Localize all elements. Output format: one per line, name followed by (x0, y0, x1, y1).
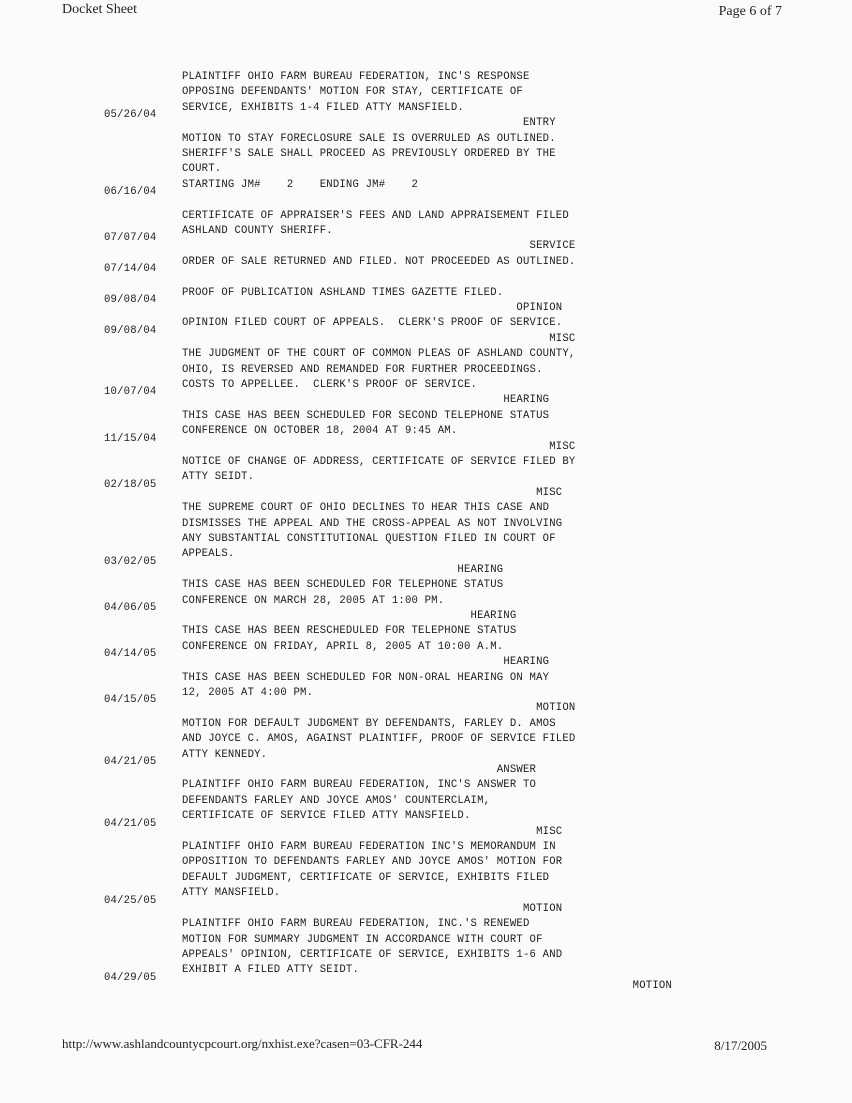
docket-text-line: PLAINTIFF OHIO FARM BUREAU FEDERATION, INC'S RESPONSE (182, 71, 530, 83)
docket-text-line: AND JOYCE C. AMOS, AGAINST PLAINTIFF, PROOF OF SERVICE FILED (182, 733, 576, 746)
docket-entry (100, 232, 700, 270)
docket-entry (100, 555, 700, 609)
docket-text-line: EXHIBIT A FILED ATTY SEIDT. (182, 964, 360, 977)
docket-text-line: SERVICE, EXHIBITS 1-4 FILED ATTY MANSFIELD. (182, 101, 464, 114)
docket-entry (100, 817, 700, 902)
entry-date: 09/08/04 (104, 324, 157, 337)
entry-type: MISC (549, 440, 576, 453)
entry-description (100, 717, 700, 763)
entry-description (100, 255, 700, 270)
entry-date: 03/02/05 (104, 555, 157, 568)
docket-entry-header (100, 432, 700, 455)
entry-date: 04/25/05 (104, 894, 157, 907)
entry-type: MOTION (632, 979, 672, 992)
entry-date: 04/21/05 (104, 756, 157, 769)
docket-text-line: COSTS TO APPELLEE. CLERK'S PROOF OF SERVICE. (182, 379, 478, 392)
docket-entry-header (100, 894, 700, 917)
docket-text-line: MOTION TO STAY FORECLOSURE SALE IS OVERRULED AS OUTLINED. (182, 132, 556, 145)
entry-type: ENTRY (522, 117, 556, 130)
docket-text-line: CONFERENCE ON OCTOBER 18, 2004 AT 9:45 AM. (182, 425, 458, 438)
entry-date: 09/08/04 (104, 294, 157, 307)
docket-text-line: ASHLAND COUNTY SHERIFF. (182, 225, 333, 238)
entry-date: 05/26/04 (104, 109, 157, 122)
entry-description (100, 347, 700, 393)
docket-entry-header (100, 694, 700, 716)
docket-entry-header (100, 555, 700, 578)
docket-entry (100, 694, 700, 763)
docket-entry-header (100, 109, 700, 131)
docket-entry-header (100, 478, 700, 501)
docket-text-line: APPEALS' OPINION, CERTIFICATE OF SERVICE, EXHIBITS 1-6 AND (182, 948, 563, 961)
docket-intro-text (100, 70, 700, 116)
entry-date: 04/15/05 (104, 694, 157, 707)
docket-text-line: 12, 2005 AT 4:00 PM. (182, 687, 314, 700)
entry-date: 06/16/04 (104, 186, 157, 199)
entry-date: 04/14/05 (104, 648, 157, 661)
docket-entry (100, 894, 700, 979)
entry-date: 10/07/04 (104, 386, 157, 399)
docket-entry (100, 294, 700, 332)
entry-description (100, 409, 700, 440)
docket-text-line: DEFAULT JUDGMENT, CERTIFICATE OF SERVICE, EXHIBITS FILED (182, 871, 550, 884)
page-header-title: Docket Sheet (62, 2, 138, 17)
docket-entry-header (100, 294, 700, 316)
docket-text-line: CONFERENCE ON MARCH 28, 2005 AT 1:00 PM. (182, 594, 445, 607)
docket-entries (100, 70, 700, 994)
docket-text-line: OHIO, IS REVERSED AND REMANDED FOR FURTHER PROCEEDINGS. (182, 363, 543, 376)
docket-text-line: CERTIFICATE OF APPRAISER'S FEES AND LAND APPRAISEMENT FILED (182, 209, 569, 222)
entry-type: OPINION (516, 302, 563, 315)
docket-entry (100, 263, 700, 301)
docket-text-line: THE JUDGMENT OF THE COURT OF COMMON PLEAS OF ASHLAND COUNTY, (182, 348, 576, 361)
entry-date: 07/07/04 (104, 232, 157, 245)
docket-text-line: CONFERENCE ON FRIDAY, APRIL 8, 2005 AT 10:00 A.M. (182, 640, 504, 653)
docket-entry-header (100, 756, 700, 778)
entry-description (100, 209, 700, 240)
footer-url: http://www.ashlandcountycpcourt.org/nxhist.exe?casen=03-CFR-244 (62, 1036, 423, 1051)
docket-text-line: PLAINTIFF OHIO FARM BUREAU FEDERATION, INC.'S RENEWED (182, 918, 530, 931)
docket-entry (100, 109, 700, 193)
docket-entry (100, 971, 700, 994)
docket-entry (100, 478, 700, 563)
entry-description (100, 778, 700, 824)
entry-description (100, 578, 700, 609)
docket-entry-header (100, 324, 700, 347)
entry-description (100, 316, 700, 331)
docket-entry (100, 186, 700, 239)
docket-entry-header (100, 263, 700, 285)
entry-type: HEARING (457, 563, 504, 576)
docket-entry-header (100, 602, 700, 624)
entry-type: MOTION (522, 902, 563, 915)
entry-date: 04/29/05 (104, 971, 157, 984)
docket-text-line: SHERIFF'S SALE SHALL PROCEED AS PREVIOUSLY ORDERED BY THE (182, 148, 556, 161)
docket-text-line: PLAINTIFF OHIO FARM BUREAU FEDERATION INC'S MEMORANDUM IN (182, 841, 556, 854)
docket-entry-header (100, 232, 700, 254)
docket-text-line: COURT. (182, 163, 222, 176)
docket-entry (100, 756, 700, 825)
docket-text-line: ANY SUBSTANTIAL CONSTITUTIONAL QUESTION FILED IN COURT OF (182, 533, 556, 546)
footer-date: 8/17/2005 (714, 1038, 767, 1053)
entry-type: MISC (536, 825, 563, 838)
docket-text-line: DEFENDANTS FARLEY AND JOYCE AMOS' COUNTERCLAIM, (182, 794, 491, 807)
docket-entry-header (100, 186, 700, 208)
entry-type: HEARING (503, 656, 550, 669)
entry-type: MISC (536, 486, 563, 499)
entry-description (100, 286, 700, 301)
entry-description (100, 671, 700, 702)
entry-description (100, 917, 700, 979)
docket-text-line: DISMISSES THE APPEAL AND THE CROSS-APPEAL AS NOT INVOLVING (182, 517, 563, 530)
docket-text-line: OPPOSING DEFENDANTS' MOTION FOR STAY, CERTIFICATE OF (182, 86, 523, 99)
docket-text-line: ATTY MANSFIELD. (182, 887, 281, 900)
entry-type: HEARING (503, 394, 550, 407)
docket-entry-header (100, 817, 700, 840)
entry-type: HEARING (470, 610, 517, 623)
entry-type: ANSWER (496, 764, 537, 777)
entry-date: 04/21/05 (104, 817, 157, 830)
docket-entry (100, 602, 700, 655)
docket-text-line: THIS CASE HAS BEEN SCHEDULED FOR NON-ORAL HEARING ON MAY (182, 671, 550, 684)
entry-type: MOTION (536, 702, 576, 715)
page-number: Page 6 of 7 (718, 4, 782, 19)
docket-text-line: THIS CASE HAS BEEN SCHEDULED FOR SECOND TELEPHONE STATUS (182, 409, 550, 422)
docket-text-line: ATTY SEIDT. (182, 471, 255, 484)
docket-entry-header (100, 386, 700, 408)
docket-text-line: PROOF OF PUBLICATION ASHLAND TIMES GAZETTE FILED. (182, 286, 504, 299)
docket-text-line: NOTICE OF CHANGE OF ADDRESS, CERTIFICATE OF SERVICE FILED BY (182, 456, 576, 469)
entry-description (100, 455, 700, 486)
docket-text-line: MOTION FOR DEFAULT JUDGMENT BY DEFENDANTS, FARLEY D. AMOS (182, 717, 556, 730)
entry-description (100, 501, 700, 563)
entry-type: SERVICE (529, 240, 576, 253)
docket-entry-header (100, 648, 700, 670)
docket-text-line: ATTY KENNEDY. (182, 748, 268, 761)
docket-text-line: APPEALS. (182, 548, 235, 561)
entry-date: 11/15/04 (104, 432, 157, 445)
docket-text-line: CERTIFICATE OF SERVICE FILED ATTY MANSFIELD. (182, 810, 471, 823)
docket-text-line: OPINION FILED COURT OF APPEALS. CLERK'S PROOF OF SERVICE. (182, 317, 563, 330)
docket-text-line: THIS CASE HAS BEEN SCHEDULED FOR TELEPHONE STATUS (182, 579, 504, 592)
entry-description (100, 132, 700, 194)
docket-entry (100, 432, 700, 486)
docket-text-line: MOTION FOR SUMMARY JUDGMENT IN ACCORDANCE WITH COURT OF (182, 933, 543, 946)
entry-date: 02/18/05 (104, 478, 157, 491)
docket-text-line: OPPOSITION TO DEFENDANTS FARLEY AND JOYCE AMOS' MOTION FOR (182, 856, 563, 869)
docket-text-line: THE SUPREME COURT OF OHIO DECLINES TO HEAR THIS CASE AND (182, 502, 550, 515)
docket-text-line: ORDER OF SALE RETURNED AND FILED. NOT PROCEEDED AS OUTLINED. (182, 255, 576, 268)
docket-entry (100, 386, 700, 439)
docket-text-line: PLAINTIFF OHIO FARM BUREAU FEDERATION, INC'S ANSWER TO (182, 779, 537, 792)
entry-description (100, 840, 700, 902)
docket-entry-header (100, 971, 700, 994)
entry-description (100, 624, 700, 655)
entry-type: MISC (549, 332, 576, 345)
docket-entry (100, 324, 700, 394)
docket-text-line: STARTING JM# 2 ENDING JM# 2 (182, 178, 419, 191)
docket-entry (100, 648, 700, 701)
entry-date: 04/06/05 (104, 602, 157, 615)
docket-text-line: THIS CASE HAS BEEN RESCHEDULED FOR TELEPHONE STATUS (182, 625, 517, 638)
entry-date: 07/14/04 (104, 263, 157, 276)
